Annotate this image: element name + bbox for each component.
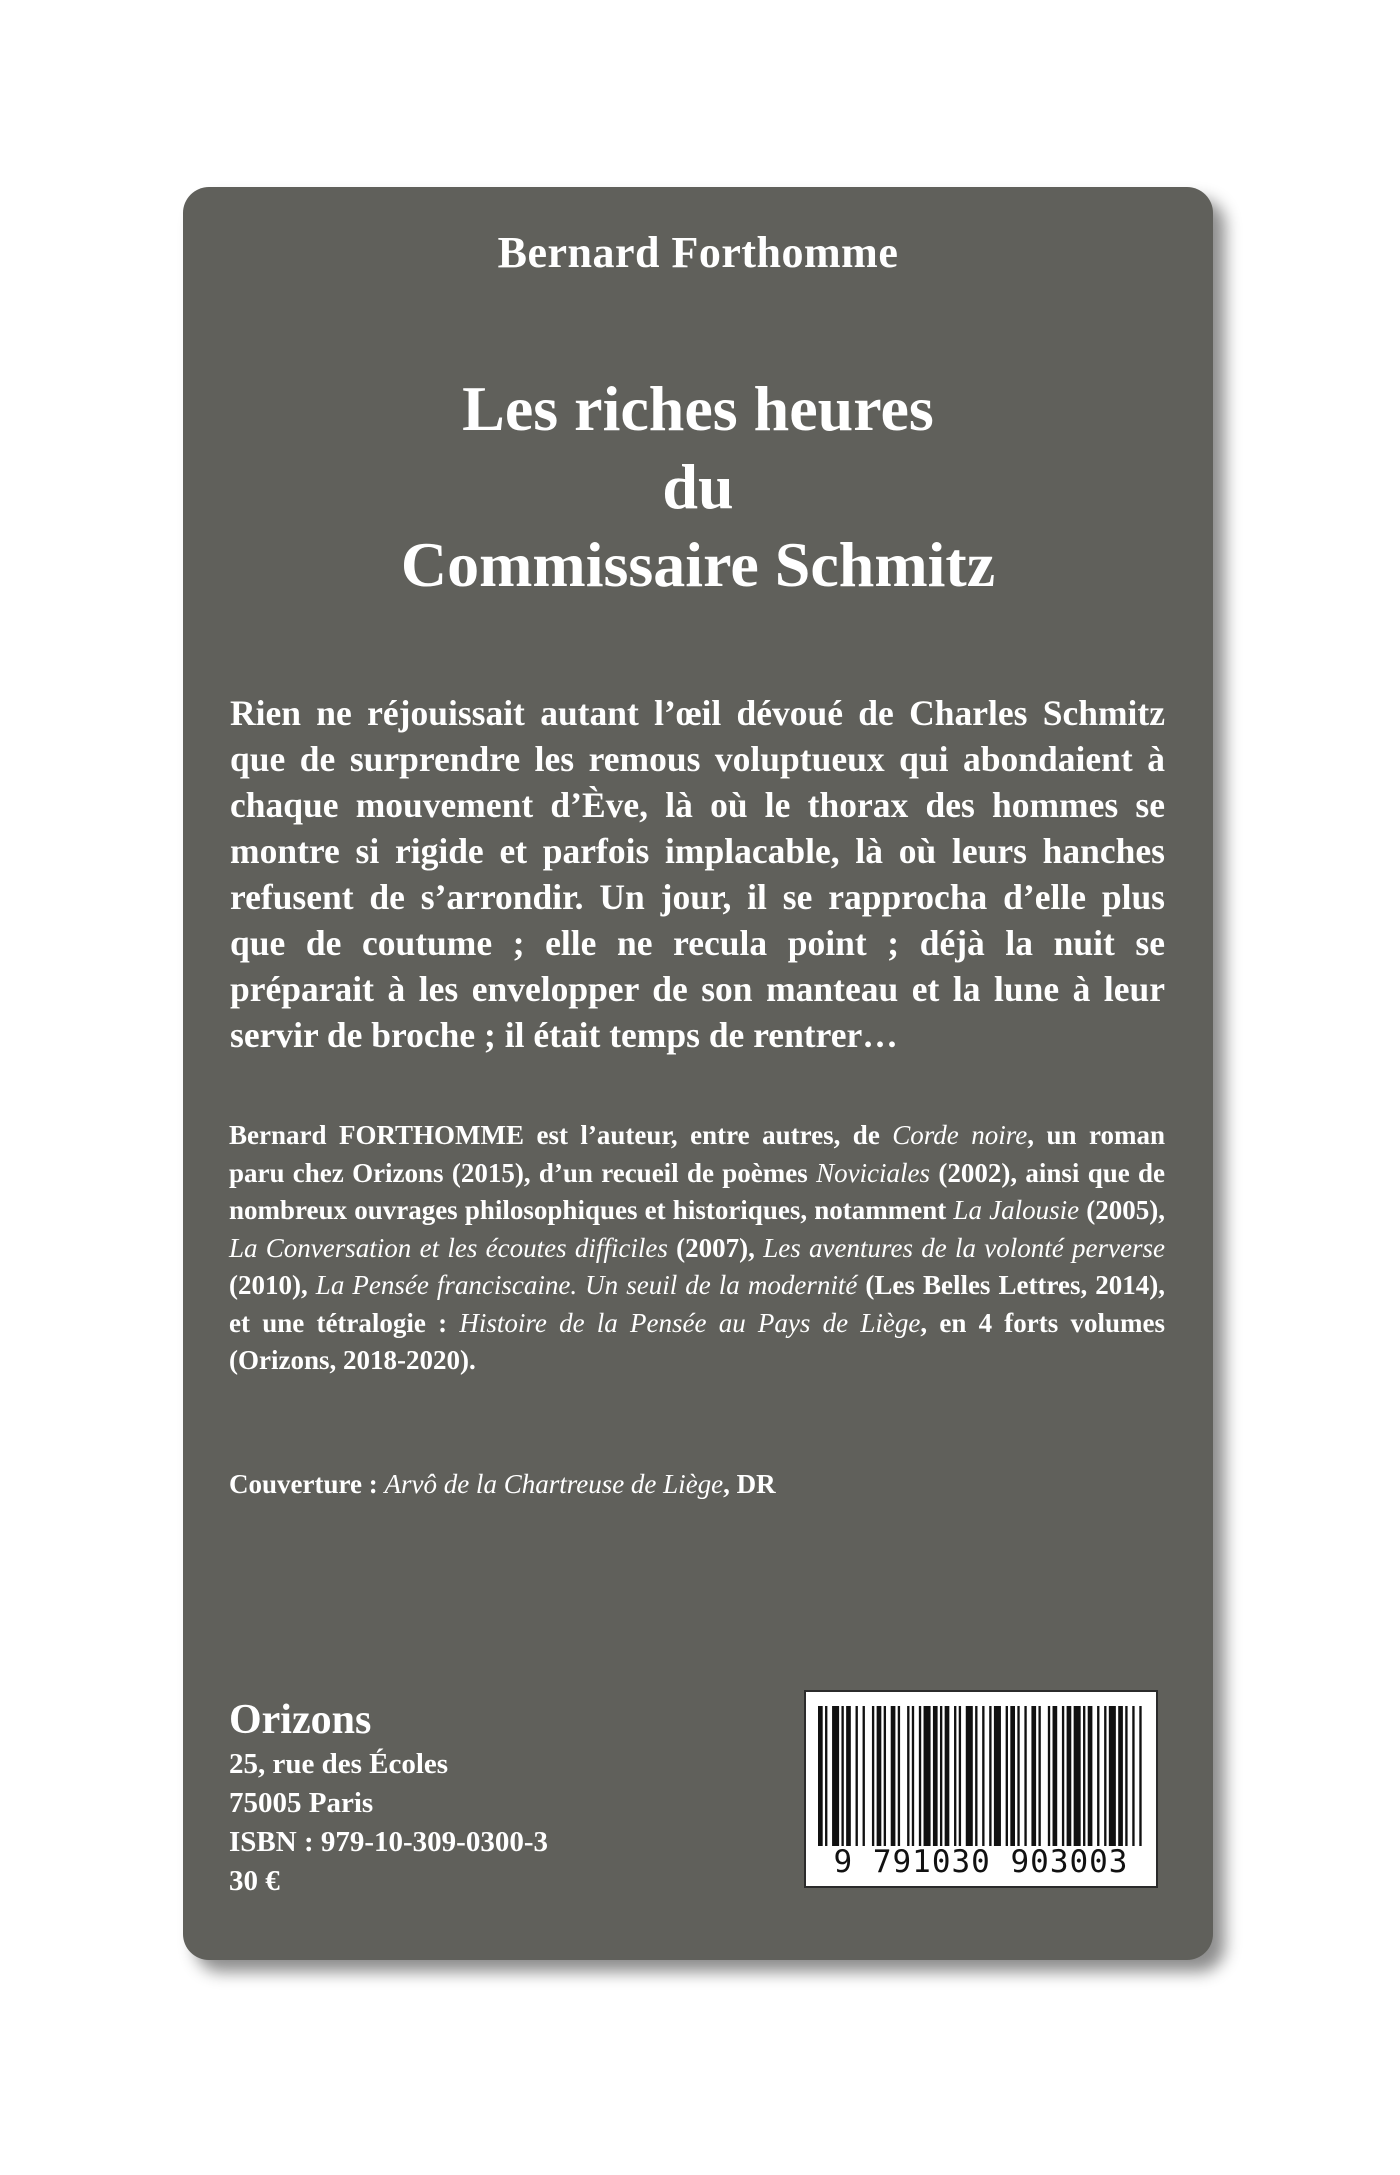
barcode-bar xyxy=(1074,1706,1081,1846)
book-title xyxy=(183,370,1213,604)
barcode-bar xyxy=(1118,1706,1123,1846)
barcode-bar xyxy=(982,1706,984,1846)
barcode-bar xyxy=(1088,1706,1093,1846)
barcode-bar xyxy=(1024,1706,1026,1846)
isbn-text: ISBN : 979-10-309-0300-3 xyxy=(229,1826,548,1858)
bio-text: (Les Belles Lettres, 2014), et une tétralogie : xyxy=(229,1270,1165,1338)
barcode-bar xyxy=(1139,1706,1141,1846)
barcode-bar xyxy=(1053,1706,1058,1846)
bio-text: Bernard FORTHOMME est l’auteur, entre autres, de xyxy=(229,1120,893,1150)
barcode-bar xyxy=(898,1706,900,1846)
barcode-bar xyxy=(1017,1706,1019,1846)
barcode-bar xyxy=(919,1706,921,1846)
title-line-1: Les riches heures xyxy=(462,373,934,444)
bio-text: , en 4 forts volumes (Orizons, 2018-2020). xyxy=(229,1307,1166,1375)
bio-work-title: La Pensée franciscaine. Un seuil de la modernité xyxy=(315,1270,858,1300)
title-line-2: du xyxy=(662,451,734,522)
bio-text: (2010), xyxy=(229,1270,316,1300)
barcode-bar xyxy=(832,1706,839,1846)
barcode-digits: 9 791030 903003 xyxy=(833,1844,1129,1880)
barcode-bar xyxy=(924,1706,931,1846)
price-text: 30 € xyxy=(229,1865,280,1897)
barcode-bar xyxy=(1104,1706,1106,1846)
barcode-bar xyxy=(1097,1706,1099,1846)
barcode-bar xyxy=(1109,1706,1116,1846)
barcode-bar xyxy=(1067,1706,1072,1846)
barcode-bar xyxy=(1038,1706,1040,1846)
barcode xyxy=(804,1690,1158,1888)
barcode-bar xyxy=(959,1706,961,1846)
back-cover xyxy=(183,187,1213,1960)
bio-work-title: Histoire de la Pensée au Pays de Liège xyxy=(459,1307,921,1338)
cover-credit xyxy=(229,1466,1165,1503)
publisher-street: 25, rue des Écoles xyxy=(229,1748,449,1780)
barcode-bar xyxy=(863,1706,865,1846)
barcode-bar xyxy=(1132,1706,1134,1846)
bio-work-title: Les aventures de la volonté perverse xyxy=(763,1232,1166,1263)
barcode-bar xyxy=(945,1706,950,1846)
author-name: Bernard Forthomme xyxy=(497,228,899,277)
barcode-bar xyxy=(933,1706,938,1846)
publisher-city: 75005 Paris xyxy=(229,1787,374,1819)
barcode-bar xyxy=(846,1706,851,1846)
barcode-bar xyxy=(940,1706,942,1846)
barcode-bars xyxy=(818,1706,1144,1846)
title-line-3: Commissaire Schmitz xyxy=(400,529,996,600)
credit-work: Arvô de la Chartreuse de Liège xyxy=(384,1469,724,1499)
credit-label: Couverture : xyxy=(229,1469,385,1499)
barcode-bar xyxy=(856,1706,858,1846)
barcode-bar xyxy=(825,1706,827,1846)
barcode-bar xyxy=(975,1706,977,1846)
barcode-bar xyxy=(1006,1706,1008,1846)
bio-text: (2007), xyxy=(667,1232,764,1263)
barcode-bar xyxy=(891,1706,896,1846)
barcode-bar xyxy=(1125,1706,1127,1846)
barcode-bar xyxy=(1031,1706,1036,1846)
barcode-bar xyxy=(872,1706,874,1846)
barcode-bar xyxy=(841,1706,843,1846)
barcode-bar xyxy=(907,1706,909,1846)
barcode-bar xyxy=(989,1706,991,1846)
barcode-bar xyxy=(966,1706,973,1846)
barcode-bar xyxy=(954,1706,956,1846)
publisher-info xyxy=(229,1695,548,1901)
barcode-bar xyxy=(1048,1706,1050,1846)
bio-text: (2002), ainsi que de nombreux ouvrages philosophiques et historiques, notamment xyxy=(229,1157,1165,1225)
blurb-paragraph: Rien ne réjouissait autant l’œil dévoué de Charles Schmitz que de surprendre les remous voluptueux qui abondaient à chaque mouvement d’Ève, là où le thorax des hommes se montre si rigide et parfois implacable, là où leurs hanches refusent de s’arrondir. Un jour, il se rapprocha d’elle plus que de coutume ; elle ne recula point ; déjà la nuit se préparait à les envelopper de son manteau et la lune à leur servir de broche ; il était temps de rentrer… xyxy=(230,693,1165,1055)
publisher-name: Orizons xyxy=(229,1697,372,1743)
barcode-bar xyxy=(912,1706,914,1846)
barcode-bar xyxy=(1010,1706,1015,1846)
barcode-bar xyxy=(877,1706,882,1846)
bio-work-title: Noviciales xyxy=(816,1157,931,1188)
barcode-bar xyxy=(884,1706,886,1846)
credit-rights: , DR xyxy=(723,1469,776,1499)
barcode-bar xyxy=(994,1706,1001,1846)
barcode-bar xyxy=(1062,1706,1064,1846)
bio-text: , un roman paru chez Orizons (2015), d’un recueil de poèmes xyxy=(229,1120,1165,1188)
bio-work-title: Corde noire xyxy=(892,1120,1028,1150)
barcode-bar xyxy=(1083,1706,1085,1846)
author-bio xyxy=(229,1117,1165,1380)
bio-text: (2005), xyxy=(1079,1195,1166,1225)
bio-work-title: La Conversation et les écoutes difficiles xyxy=(229,1232,668,1263)
barcode-bar xyxy=(818,1706,823,1846)
bio-work-title: La Jalousie xyxy=(953,1195,1080,1225)
